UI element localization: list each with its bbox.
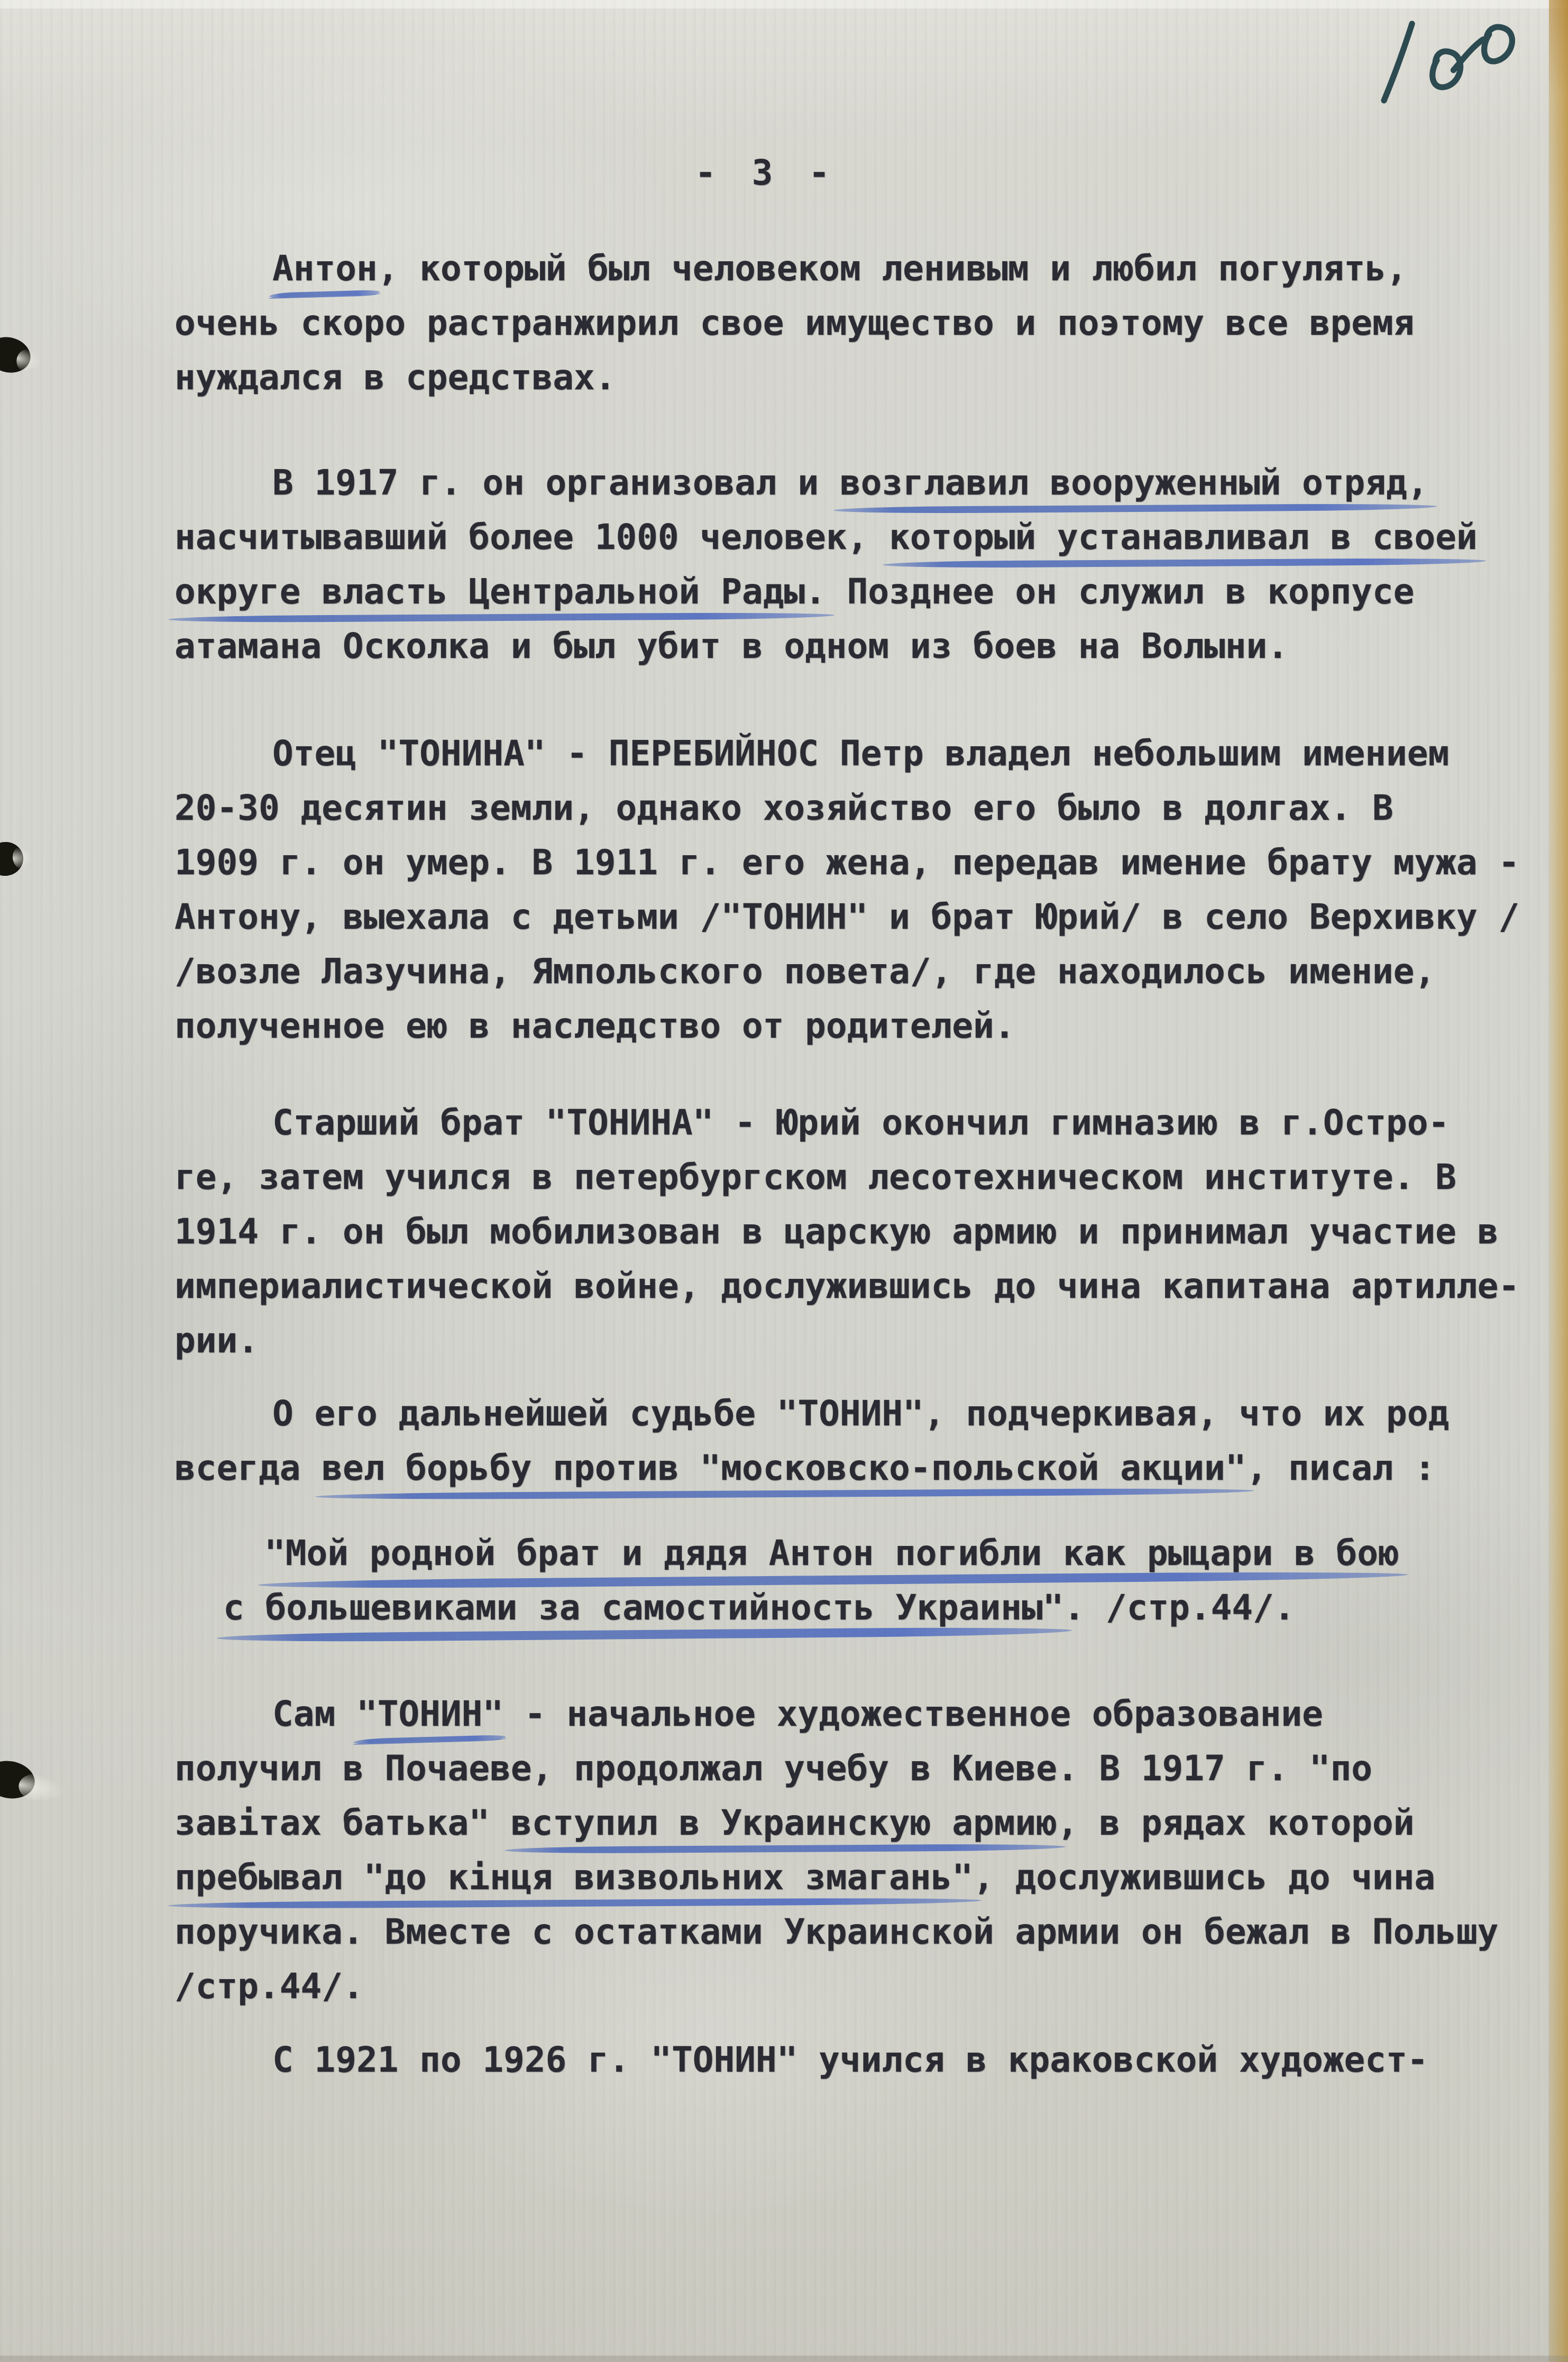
- text-line: [175, 1441, 1549, 1495]
- text-segment: империалистической войне, дослужившись до чина капитана артилле-: [175, 1266, 1520, 1306]
- text-line: [175, 835, 1549, 890]
- text-line: [175, 1313, 1549, 1368]
- text-segment: - начальное художественное образование: [503, 1693, 1323, 1734]
- scan-bottom-edge: [0, 2356, 1568, 2362]
- text-line: [175, 2033, 1549, 2087]
- punch-hole: [0, 1757, 38, 1802]
- page-number: - 3 -: [695, 152, 837, 193]
- text-segment: , писал :: [1246, 1448, 1436, 1488]
- underlined-text: который устанавливал в своей: [889, 517, 1478, 557]
- text-line: [175, 350, 1549, 405]
- text-line: [175, 1850, 1549, 1905]
- text-segment: /возле Лазучина, Ямпольского повета/, где находилось имение,: [175, 951, 1436, 992]
- text-segment: очень скоро растранжирил свое имущество и поэтому все время: [175, 303, 1415, 343]
- text-line: [223, 1526, 1549, 1580]
- paragraph: [175, 1095, 1549, 1368]
- text-line: [175, 1150, 1549, 1204]
- text-segment: рии.: [175, 1320, 259, 1361]
- text-segment: 20-30 десятин земли, однако хозяйство его было в долгах. В: [175, 788, 1393, 828]
- text-line: [175, 1095, 1549, 1150]
- text-segment: , дослужившись до чина: [973, 1857, 1436, 1898]
- text-segment: Позднее он служил в корпусе: [826, 571, 1415, 612]
- underlined-text: вступил в Украинскую армию: [510, 1802, 1057, 1843]
- text-line: [175, 241, 1549, 296]
- text-line: [175, 1386, 1549, 1441]
- text-segment: , который был человеком ленивым и любил погулять,: [377, 248, 1407, 289]
- text-segment: получил в Почаеве, продолжал учебу в Киеве. В 1917 г. "по: [175, 1748, 1372, 1789]
- text-segment: всегда: [175, 1448, 322, 1488]
- text-segment: 1909 г. он умер. В 1911 г. его жена, передав имение брату мужа -: [175, 842, 1520, 883]
- underlined-text: округе власть Центральной Рады.: [175, 571, 826, 612]
- underlined-text: "Мой родной брат и дядя Антон погибли как рыцари в бою: [264, 1533, 1399, 1573]
- text-line: [223, 1580, 1549, 1635]
- text-line: [175, 1905, 1549, 1959]
- text-segment: , в рядах которой: [1057, 1802, 1415, 1843]
- punch-hole: [0, 840, 25, 878]
- text-segment: О его дальнейшей судьбе "ТОНИН", подчеркивая, что их род: [272, 1393, 1450, 1434]
- underlined-text: вел борьбу против "московско-польской акции": [322, 1448, 1246, 1488]
- text-segment: завітах батька": [175, 1802, 511, 1843]
- underlined-text: возглавил вооруженный отряд,: [839, 462, 1428, 503]
- text-line: [175, 726, 1549, 781]
- text-segment: С 1921 по 1926 г. "ТОНИН" учился в краковской художест-: [272, 2039, 1428, 2080]
- document-body: [175, 241, 1549, 2087]
- text-segment: /стр.44/.: [175, 1966, 364, 2007]
- text-line: [175, 890, 1549, 944]
- handwritten-page-number: [1364, 4, 1545, 116]
- text-segment: Старший брат "ТОНИНА" - Юрий окончил гимназию в г.Остро-: [272, 1102, 1450, 1143]
- underlined-text: Антон: [272, 248, 378, 289]
- text-segment: насчитывавший более 1000 человек,: [175, 517, 890, 557]
- paragraph: [175, 1386, 1549, 1495]
- text-segment: ге, затем учился в петербургском лесотехническом институте. В: [175, 1157, 1456, 1197]
- quote-paragraph: [223, 1526, 1549, 1635]
- text-line: [175, 1204, 1549, 1259]
- text-line: [175, 1959, 1549, 2013]
- scan-right-edge: [1549, 0, 1568, 2362]
- text-segment: 1914 г. он был мобилизован в царскую армию и принимал участие в: [175, 1211, 1499, 1252]
- paragraph: [175, 726, 1549, 1053]
- text-segment: Отец "ТОНИНА" - ПЕРЕБИЙНОС Петр владел небольшим имением: [272, 733, 1450, 774]
- text-line: [175, 999, 1549, 1053]
- underlined-text: "ТОНИН": [356, 1693, 504, 1734]
- text-segment: нуждался в средствах.: [175, 357, 616, 398]
- text-line: [175, 510, 1549, 564]
- text-line: [175, 1741, 1549, 1796]
- text-segment: поручика. Вместе с остатками Украинской армии он бежал в Польшу: [175, 1911, 1499, 1952]
- paragraph: [175, 1687, 1549, 2013]
- text-segment: полученное ею в наследство от родителей.: [175, 1005, 1015, 1046]
- underlined-text: с большевиками за самостийность Украины": [223, 1587, 1064, 1628]
- text-line: [175, 781, 1549, 835]
- scan-top-edge: [0, 0, 1568, 8]
- text-line: [175, 1259, 1549, 1313]
- text-line: [175, 1687, 1549, 1741]
- text-line: [175, 944, 1549, 999]
- text-segment: . /стр.44/.: [1063, 1587, 1295, 1628]
- text-line: [175, 296, 1549, 350]
- text-line: [175, 619, 1549, 673]
- text-segment: В 1917 г. он организовал и: [272, 462, 840, 503]
- text-segment: атамана Осколка и был убит в одном из боев на Волыни.: [175, 626, 1288, 666]
- paragraph: [175, 241, 1549, 405]
- text-line: [175, 455, 1549, 510]
- text-segment: Сам: [272, 1693, 356, 1734]
- text-line: [175, 564, 1549, 619]
- paragraph: [175, 455, 1549, 673]
- underlined-text: пребывал "до кінця визвольних змагань": [175, 1857, 973, 1898]
- paragraph: [175, 2033, 1549, 2087]
- text-line: [175, 1796, 1549, 1850]
- punch-hole: [0, 333, 34, 377]
- text-segment: Антону, выехала с детьми /"ТОНИН" и брат Юрий/ в село Верхивку /: [175, 896, 1520, 937]
